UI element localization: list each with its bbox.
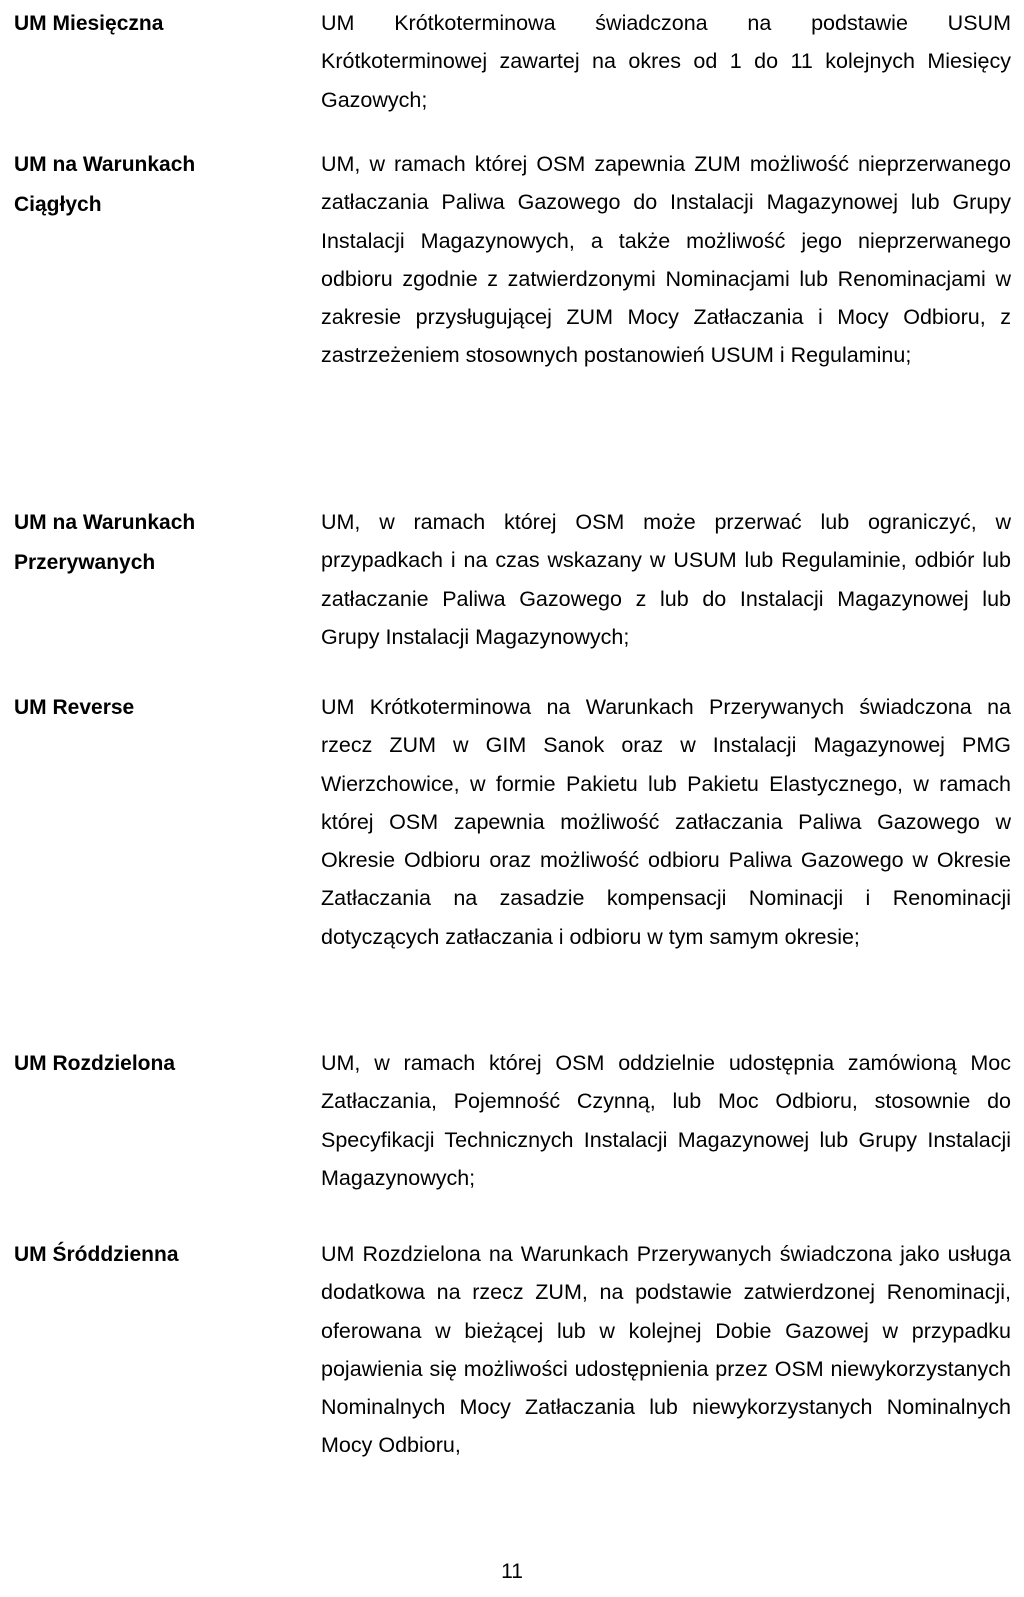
definition-text: UM, w ramach której OSM zapewnia ZUM możliwość nieprzerwanego zatłaczania Paliwa Gazowego do Instalacji Magazynowej lub Grupy Instalacji Magazynowych, a także możliwość jego nieprzerwanego odbioru zgodnie z zatwierdzonymi Nominacjami lub Renominacjami w zakresie przysługującej ZUM Mocy Zatłaczania i Mocy Odbioru, z zastrzeżeniem stosownych postanowień USUM i Regulaminu; [321,152,1011,368]
definition-term: UM na Warunkach Przerywanych [14,511,196,574]
definition-term: UM Miesięczna [14,12,164,35]
definition-text: UM Krótkoterminowa świadczona na podstawie USUM Krótkoterminowej zawartej na okres od 1 do 11 kolejnych Miesięcy Gazowych; [321,11,1011,112]
definition-text: UM Rozdzielona na Warunkach Przerywanych świadczona jako usługa dodatkowa na rzecz ZUM, na podstawie zatwierdzonej Renominacji, oferowana w bieżącej lub w kolejnej Dobie Gazowej w przypadku pojawienia się możliwości udostępnienia przez OSM niewykorzystanych Nominalnych Mocy Zatłaczania lub niewykorzystanych Nominalnych Mocy Odbioru, [321,1242,1011,1458]
definition-text: UM, w ramach której OSM oddzielnie udostępnia zamówioną Moc Zatłaczania, Pojemność Czynną, lub Moc Odbioru, stosownie do Specyfikacji Technicznych Instalacji Magazynowej lub Grupy Instalacji Magazynowych; [321,1051,1011,1190]
definition-text: UM Krótkoterminowa na Warunkach Przerywanych świadczona na rzecz ZUM w GIM Sanok oraz w Instalacji Magazynowej PMG Wierzchowice, w formie Pakietu lub Pakietu Elastycznego, w ramach której OSM zapewnia możliwość zatłaczania Paliwa Gazowego w Okresie Odbioru oraz możliwość odbioru Paliwa Gazowego w Okresie Zatłaczania na zasadzie kompensacji Nominacji i Renominacji dotyczących zatłaczania i odbioru w tym samym okresie; [321,695,1011,949]
definition-term: UM Reverse [14,696,135,719]
definition-term: UM Rozdzielona [14,1052,175,1075]
definition-term: UM Śróddzienna [14,1243,179,1266]
definition-term: UM na Warunkach Ciągłych [14,153,196,216]
definition-text: UM, w ramach której OSM może przerwać lub ograniczyć, w przypadkach i na czas wskazany w USUM lub Regulaminie, odbiór lub zatłaczanie Paliwa Gazowego z lub do Instalacji Magazynowej lub Grupy Instalacji Magazynowych; [321,510,1011,649]
page-number: 11 [501,1560,523,1583]
